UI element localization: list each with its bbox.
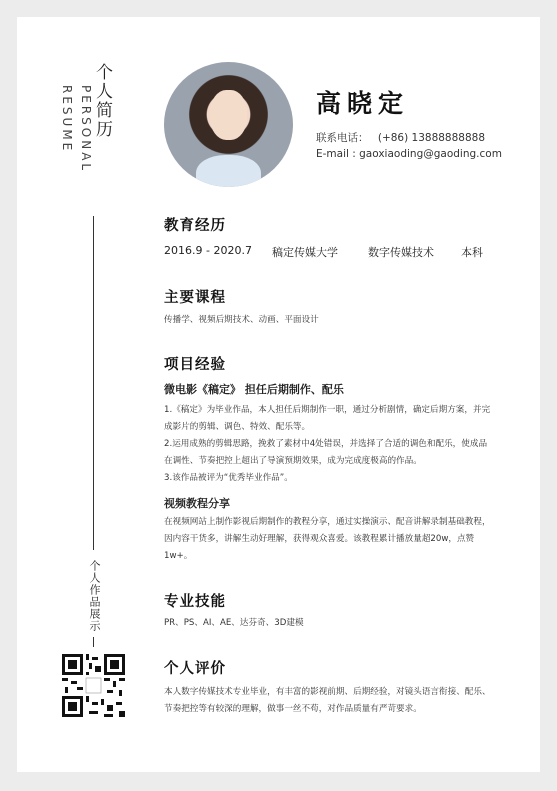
- resume-title-en-resume: RESUME: [60, 85, 74, 154]
- skills-heading: 专业技能: [164, 594, 226, 610]
- projects-heading: 项目经验: [164, 357, 226, 373]
- project-2-text: 在视频网站上制作影视后期制作的教程分享，通过实操演示、配音讲解录制基础教程，因内容干货多，讲解生动好理解，获得观众喜爱。该教程累计播放量超20w，点赞1w+。: [164, 517, 491, 561]
- phone-row: [316, 130, 485, 145]
- education-heading: 教育经历: [164, 218, 226, 234]
- divider-line-top: [93, 216, 94, 550]
- education-major: 数字传媒技术: [368, 246, 434, 259]
- education-school: 稿定传媒大学: [272, 246, 338, 259]
- evaluation-heading: 个人评价: [164, 661, 226, 677]
- phone-value: (+86) 13888888888: [377, 132, 486, 144]
- works-label: 个人作品展示: [88, 560, 101, 632]
- qr-code-icon[interactable]: [62, 654, 125, 717]
- divider-line-bottom: [93, 637, 94, 647]
- phone-label: 联系电话：: [316, 132, 369, 144]
- education-period: 2016.9 - 2020.7: [164, 244, 252, 257]
- email-value: gaoxiaoding@gaoding.com: [359, 148, 502, 160]
- project-1-line-2: 2.运用成熟的剪辑思路，挽救了素材中4处错误，并选择了合适的调色和配乐，使成品在调性、节奏把控上超出了导演预期效果，成为完成度极高的作品。: [164, 439, 488, 466]
- project-1-line-3: 3.该作品被评为“优秀毕业作品”。: [164, 473, 293, 483]
- resume-title-en-personal: PERSONAL: [79, 85, 93, 174]
- project-1-line-1: 1.《稿定》为毕业作品，本人担任后期制作一职，通过分析剧情，确定后期方案，并完成影片的剪辑、调色、特效、配乐等。: [164, 405, 491, 432]
- courses-text: 传播学、视频后期技术、动画、平面设计: [164, 315, 319, 325]
- education-degree: 本科: [461, 246, 483, 259]
- email-label: E-mail :: [316, 148, 356, 160]
- profile-photo: [164, 62, 293, 187]
- project-2-title: 视频教程分享: [164, 497, 230, 510]
- project-1-title: 微电影《稿定》 担任后期制作、配乐: [164, 383, 344, 396]
- resume-title-cn: 个人简历: [92, 63, 112, 139]
- courses-heading: 主要课程: [164, 290, 226, 306]
- full-name: 高晓定: [316, 89, 410, 118]
- evaluation-text: 本人数字传媒技术专业毕业，有丰富的影视前期、后期经验，对镜头语言衔接、配乐、节奏把控等有较深的理解，做事一丝不苟，对作品质量有严苛要求。: [164, 687, 491, 714]
- skills-text: PR、PS、AI、AE、达芬奇、3D建模: [164, 618, 304, 628]
- email-row: [316, 148, 502, 160]
